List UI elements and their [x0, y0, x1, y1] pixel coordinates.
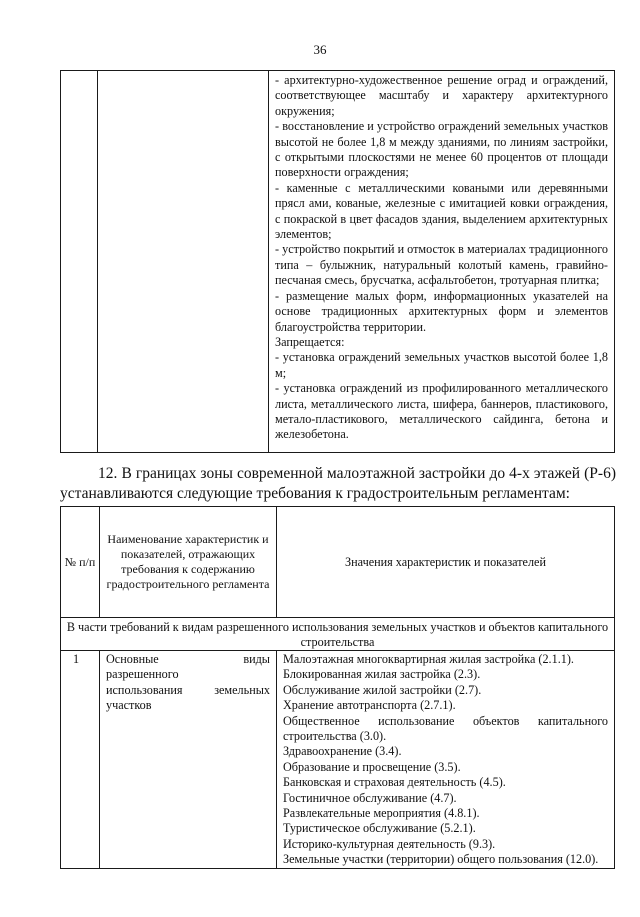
list-item: - установка ограждений из профилированного металлического листа, металлического листа, шифера, баннеров, пластикового, метало-пластикового, металлического сайдинга, бетона и железобетона.	[275, 381, 608, 442]
list-item: Земельные участки (территории) общего пользования (12.0).	[283, 852, 599, 867]
list-item: - архитектурно-художественное решение оград и ограждений, соответствующее масштабу и характеру архитектурного окружения;	[275, 73, 608, 118]
list-item: Обслуживание жилой застройки (2.7).	[283, 682, 482, 697]
table-row	[61, 651, 615, 869]
section-title: В части требований к видам разрешенного использования земельных участков и объектов капитального строительства	[61, 618, 615, 651]
list-item: Образование и просвещение (3.5).	[283, 759, 461, 774]
prohibition-heading: Запрещается:	[275, 334, 345, 349]
list-item: - размещение малых форм, информационных указателей на основе традиционных архитектурных форм и элементов благоустройства территории.	[275, 288, 608, 334]
list-item: Малоэтажная многоквартирная жилая застройка (2.1.1).	[283, 652, 574, 666]
list-item: - установка ограждений земельных участков высотой более 1,8 м;	[275, 350, 608, 380]
list-item: Развлекательные мероприятия (4.8.1).	[283, 806, 480, 821]
row-name-line: Основные виды	[106, 652, 270, 666]
intro-paragraph: 12. В границах зоны современной малоэтажной застройки до 4-х этажей (Р-6) устанавливаются следующие требования к градостроительным регламентам:	[60, 465, 616, 502]
number-cell	[61, 71, 98, 453]
row-name-line: участков	[106, 698, 152, 713]
table-row	[61, 71, 615, 453]
requirements-table	[60, 506, 615, 869]
table-header-row	[61, 507, 615, 618]
header-name: Наименование характеристик и показателей, отражающих требования к содержанию градостроительного регламента	[100, 507, 277, 618]
row-values	[277, 651, 615, 869]
list-item: Общественное использование объектов капитального строительства (3.0).	[283, 713, 608, 744]
values-cell	[269, 71, 615, 453]
list-item: Блокированная жилая застройка (2.3).	[283, 667, 481, 682]
list-item: - устройство покрытий и отмосток в материалах традиционного типа – булыжник, натуральный колотый камень, гравийно-песчаная смесь, брусчатка, асфальтобетон, тротуарная плитка;	[275, 242, 608, 288]
continuation-table	[60, 70, 615, 453]
list-item: - восстановление и устройство ограждений земельных участков высотой не более 1,8 м между зданиями, по линиям застройки, с открытыми плоскостями не менее 60 процентов от площади поверхности ограждения;	[275, 119, 608, 180]
page-number: 36	[313, 42, 327, 57]
row-name	[100, 651, 277, 869]
section-row	[61, 618, 615, 651]
list-item: Здравоохранение (3.4).	[283, 744, 402, 759]
header-values: Значения характеристик и показателей	[277, 507, 615, 618]
list-item: Гостиничное обслуживание (4.7).	[283, 790, 457, 805]
name-cell	[98, 71, 269, 453]
list-item: Хранение автотранспорта (2.7.1).	[283, 698, 456, 713]
row-name-line: разрешенного	[106, 667, 179, 682]
row-number: 1	[61, 651, 100, 869]
header-number: № п/п	[61, 507, 100, 618]
list-item: - каменные с металлическими коваными или деревянными прясл ами, кованые, железные с имитацией ковки ограждения, с покраской в цвет фасадов здания, выделением архитектурных элементов;	[275, 180, 608, 242]
list-item: Банковская и страховая деятельность (4.5).	[283, 775, 506, 790]
row-name-line: использования земельных	[106, 682, 270, 697]
list-item: Туристическое обслуживание (5.2.1).	[283, 821, 476, 836]
list-item: Историко-культурная деятельность (9.3).	[283, 836, 496, 851]
